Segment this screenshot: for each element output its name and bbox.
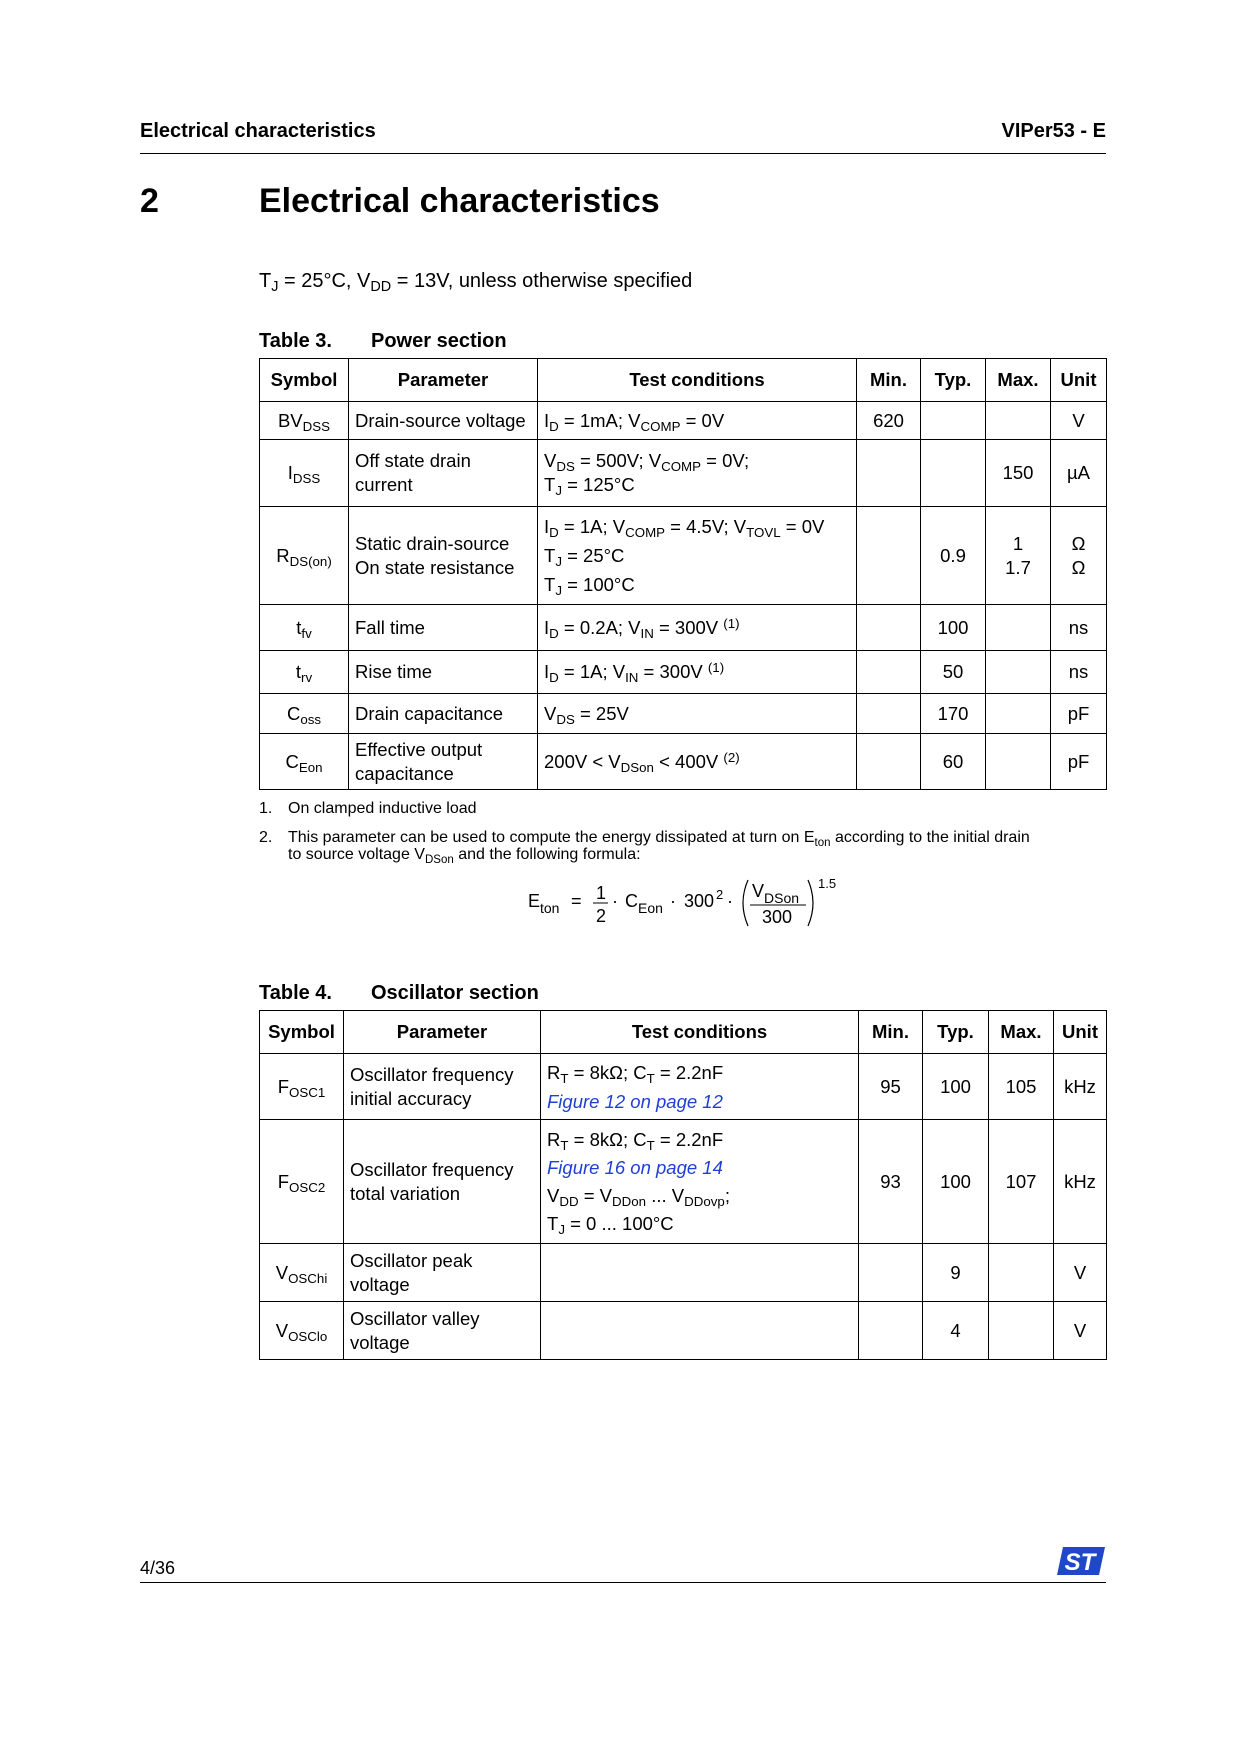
- unit-cell: kHz: [1054, 1120, 1107, 1244]
- min-cell: [857, 694, 921, 734]
- table-row: [260, 734, 1107, 790]
- unit-cell: pF: [1051, 694, 1107, 734]
- symbol-cell: $F_{OSC1}$: [260, 1054, 344, 1120]
- parameter-cell: Oscillator frequency total variation: [344, 1120, 541, 1244]
- unit-cell: V: [1054, 1244, 1107, 1302]
- table4-name: Oscillator section: [371, 982, 539, 1004]
- running-header-right: VIPer53 - E: [1001, 120, 1106, 142]
- symbol-cell: $V_{OSChi}$: [260, 1244, 344, 1302]
- max-cell: [986, 605, 1051, 651]
- formula-frac-num: V: [752, 881, 765, 901]
- table3-caption: [259, 330, 859, 353]
- table-row: [260, 1302, 1107, 1360]
- footer-rule: [140, 1582, 1106, 1583]
- oscillator-section-table: [259, 1010, 1107, 1360]
- min-cell: 95: [859, 1054, 923, 1120]
- test-conditions-cell: $R_T = 8k\Omega$; $C_T = 2.2nF$ Figure 12 on page 12: [541, 1054, 859, 1120]
- table-row: [260, 1120, 1107, 1244]
- unit-cell: V: [1051, 402, 1107, 440]
- logo-text: ST: [1064, 1549, 1096, 1576]
- parameter-cell: Fall time: [349, 605, 538, 651]
- st-logo-icon: [1055, 1545, 1107, 1577]
- max-cell: [986, 402, 1051, 440]
- section-number: 2: [140, 182, 159, 220]
- table-row: [260, 605, 1107, 651]
- test-conditions-note: $T_J = 25^\circ C$, $V_{DD} = 13V$, unless otherwise specified: [259, 270, 693, 295]
- typ-cell: 4: [923, 1302, 989, 1360]
- table-row: [260, 507, 1107, 605]
- col-parameter: Parameter: [349, 359, 538, 402]
- table-row: [260, 1244, 1107, 1302]
- unit-cell: µA: [1051, 440, 1107, 507]
- formula-frac-den: 300: [762, 907, 793, 927]
- test-conditions-cell: $I_D = 1A$; $V_{IN} = 300V$ $^{(1)}$: [538, 651, 857, 694]
- table3-label: Table 3.: [259, 330, 332, 352]
- formula-right-paren: [808, 880, 813, 926]
- min-cell: [857, 651, 921, 694]
- test-conditions-cell: [541, 1302, 859, 1360]
- unit-cell: ns: [1051, 605, 1107, 651]
- symbol-cell: $BV_{DSS}$: [260, 402, 349, 440]
- formula-lhs-sub: ton: [540, 900, 560, 916]
- formula-lhs: E: [528, 891, 541, 911]
- table-row: [260, 651, 1107, 694]
- svg-text:·: ·: [727, 891, 733, 911]
- typ-cell: 170: [921, 694, 986, 734]
- formula-left-paren: [743, 880, 748, 926]
- test-conditions-cell: $V_{DS} = 25V$: [538, 694, 857, 734]
- test-conditions-cell: $I_D = 1A$; $V_{COMP} = 4.5V$; $V_{TOVL} = 0V$ $T_J = 25^\circ C$ $T_J = 100^\circ C$: [538, 507, 857, 605]
- min-cell: [857, 734, 921, 790]
- footnote-2: 2. This parameter can be used to compute the energy dissipated at turn on $E_{ton}$ according to the initial drain to source voltage $V_{DSon}$ and the following formula:: [259, 829, 1030, 866]
- energy-formula: [520, 870, 860, 940]
- parameter-cell: Rise time: [349, 651, 538, 694]
- col-min: Min.: [859, 1011, 923, 1054]
- unit-cell: kHz: [1054, 1054, 1107, 1120]
- formula-half-den: 2: [596, 906, 607, 926]
- max-cell: 105: [989, 1054, 1054, 1120]
- table-header-row: [260, 1011, 1107, 1054]
- symbol-cell: $I_{DSS}$: [260, 440, 349, 507]
- parameter-cell: Off state drain current: [349, 440, 538, 507]
- unit-cell: pF: [1051, 734, 1107, 790]
- test-conditions-cell: $V_{DS} = 500V$; $V_{COMP} = 0V$; $T_J = 125^\circ C$: [538, 440, 857, 507]
- unit-cell: Ω Ω: [1051, 507, 1107, 605]
- min-cell: 620: [857, 402, 921, 440]
- col-max: Max.: [989, 1011, 1054, 1054]
- typ-cell: 60: [921, 734, 986, 790]
- table-row: [260, 694, 1107, 734]
- col-test-conditions: Test conditions: [538, 359, 857, 402]
- col-min: Min.: [857, 359, 921, 402]
- col-test-conditions: Test conditions: [541, 1011, 859, 1054]
- page-number: 4/36: [140, 1558, 176, 1578]
- min-cell: [857, 605, 921, 651]
- max-cell: 107: [989, 1120, 1054, 1244]
- svg-text:·: ·: [670, 891, 676, 911]
- symbol-cell: $R_{DS(on)}$: [260, 507, 349, 605]
- symbol-cell: $C_{Eon}$: [260, 734, 349, 790]
- symbol-cell: $t_{fv}$: [260, 605, 349, 651]
- max-cell: 150: [986, 440, 1051, 507]
- symbol-cell: $V_{OSClo}$: [260, 1302, 344, 1360]
- col-symbol: Symbol: [260, 1011, 344, 1054]
- col-symbol: Symbol: [260, 359, 349, 402]
- test-conditions-cell: $R_T = 8k\Omega$; $C_T = 2.2nF$ Figure 16 on page 14 $V_{DD} = V_{DDon}$ ... $V_{DDovp}$; $T_J = 0$ ... 100°C: [541, 1120, 859, 1244]
- table4-label: Table 4.: [259, 982, 332, 1004]
- parameter-cell: Drain-source voltage: [349, 402, 538, 440]
- symbol-cell: $C_{oss}$: [260, 694, 349, 734]
- col-unit: Unit: [1054, 1011, 1107, 1054]
- max-cell: [986, 651, 1051, 694]
- typ-cell: 50: [921, 651, 986, 694]
- typ-cell: 9: [923, 1244, 989, 1302]
- unit-cell: ns: [1051, 651, 1107, 694]
- col-unit: Unit: [1051, 359, 1107, 402]
- typ-cell: 100: [921, 605, 986, 651]
- parameter-cell: Oscillator frequency initial accuracy: [344, 1054, 541, 1120]
- col-typ: Typ.: [923, 1011, 989, 1054]
- table-row: [260, 402, 1107, 440]
- typ-cell: [921, 402, 986, 440]
- test-conditions-cell: [541, 1244, 859, 1302]
- parameter-cell: Oscillator peak voltage: [344, 1244, 541, 1302]
- min-cell: 93: [859, 1120, 923, 1244]
- formula-eq: =: [571, 891, 582, 911]
- svg-text:·: ·: [612, 891, 618, 911]
- running-header-left: Electrical characteristics: [140, 120, 376, 142]
- min-cell: [857, 507, 921, 605]
- formula-exp: 1.5: [818, 876, 837, 891]
- header-rule: [140, 153, 1106, 154]
- symbol-cell: $F_{OSC2}$: [260, 1120, 344, 1244]
- col-max: Max.: [986, 359, 1051, 402]
- formula-c-sub: Eon: [638, 900, 663, 916]
- figure-12-link[interactable]: Figure 12 on page 12: [547, 1090, 723, 1112]
- test-conditions-cell: $200V < V_{DSon} < 400V$ $^{(2)}$: [538, 734, 857, 790]
- min-cell: [859, 1302, 923, 1360]
- typ-cell: 100: [923, 1120, 989, 1244]
- formula-half-num: 1: [596, 883, 607, 903]
- max-cell: [986, 734, 1051, 790]
- section-title: Electrical characteristics: [259, 182, 660, 220]
- col-parameter: Parameter: [344, 1011, 541, 1054]
- figure-16-link[interactable]: Figure 16 on page 14: [547, 1156, 723, 1178]
- table-row: [260, 1054, 1107, 1120]
- max-cell: 1 1.7: [986, 507, 1051, 605]
- formula-k: 300: [684, 891, 715, 911]
- parameter-cell: Drain capacitance: [349, 694, 538, 734]
- formula-c: C: [625, 891, 638, 911]
- parameter-cell: Static drain-source On state resistance: [349, 507, 538, 605]
- typ-cell: [921, 440, 986, 507]
- formula-frac-num-sub: DSon: [764, 890, 800, 906]
- power-section-table: [259, 358, 1107, 790]
- typ-cell: 100: [923, 1054, 989, 1120]
- table3-name: Power section: [371, 330, 507, 352]
- test-conditions-cell: $I_D = 0.2A$; $V_{IN} = 300V$ $^{(1)}$: [538, 605, 857, 651]
- table-row: [260, 440, 1107, 507]
- col-typ: Typ.: [921, 359, 986, 402]
- symbol-cell: $t_{rv}$: [260, 651, 349, 694]
- test-conditions-cell: $I_D = 1mA$; $V_{COMP} = 0V$: [538, 402, 857, 440]
- footnote-1: 1. On clamped inductive load: [259, 800, 477, 817]
- min-cell: [859, 1244, 923, 1302]
- table4-caption: [259, 982, 859, 1005]
- max-cell: [989, 1302, 1054, 1360]
- formula-k-exp: 2: [716, 887, 724, 902]
- max-cell: [989, 1244, 1054, 1302]
- unit-cell: V: [1054, 1302, 1107, 1360]
- parameter-cell: Oscillator valley voltage: [344, 1302, 541, 1360]
- typ-cell: 0.9: [921, 507, 986, 605]
- table-header-row: [260, 359, 1107, 402]
- parameter-cell: Effective output capacitance: [349, 734, 538, 790]
- max-cell: [986, 694, 1051, 734]
- min-cell: [857, 440, 921, 507]
